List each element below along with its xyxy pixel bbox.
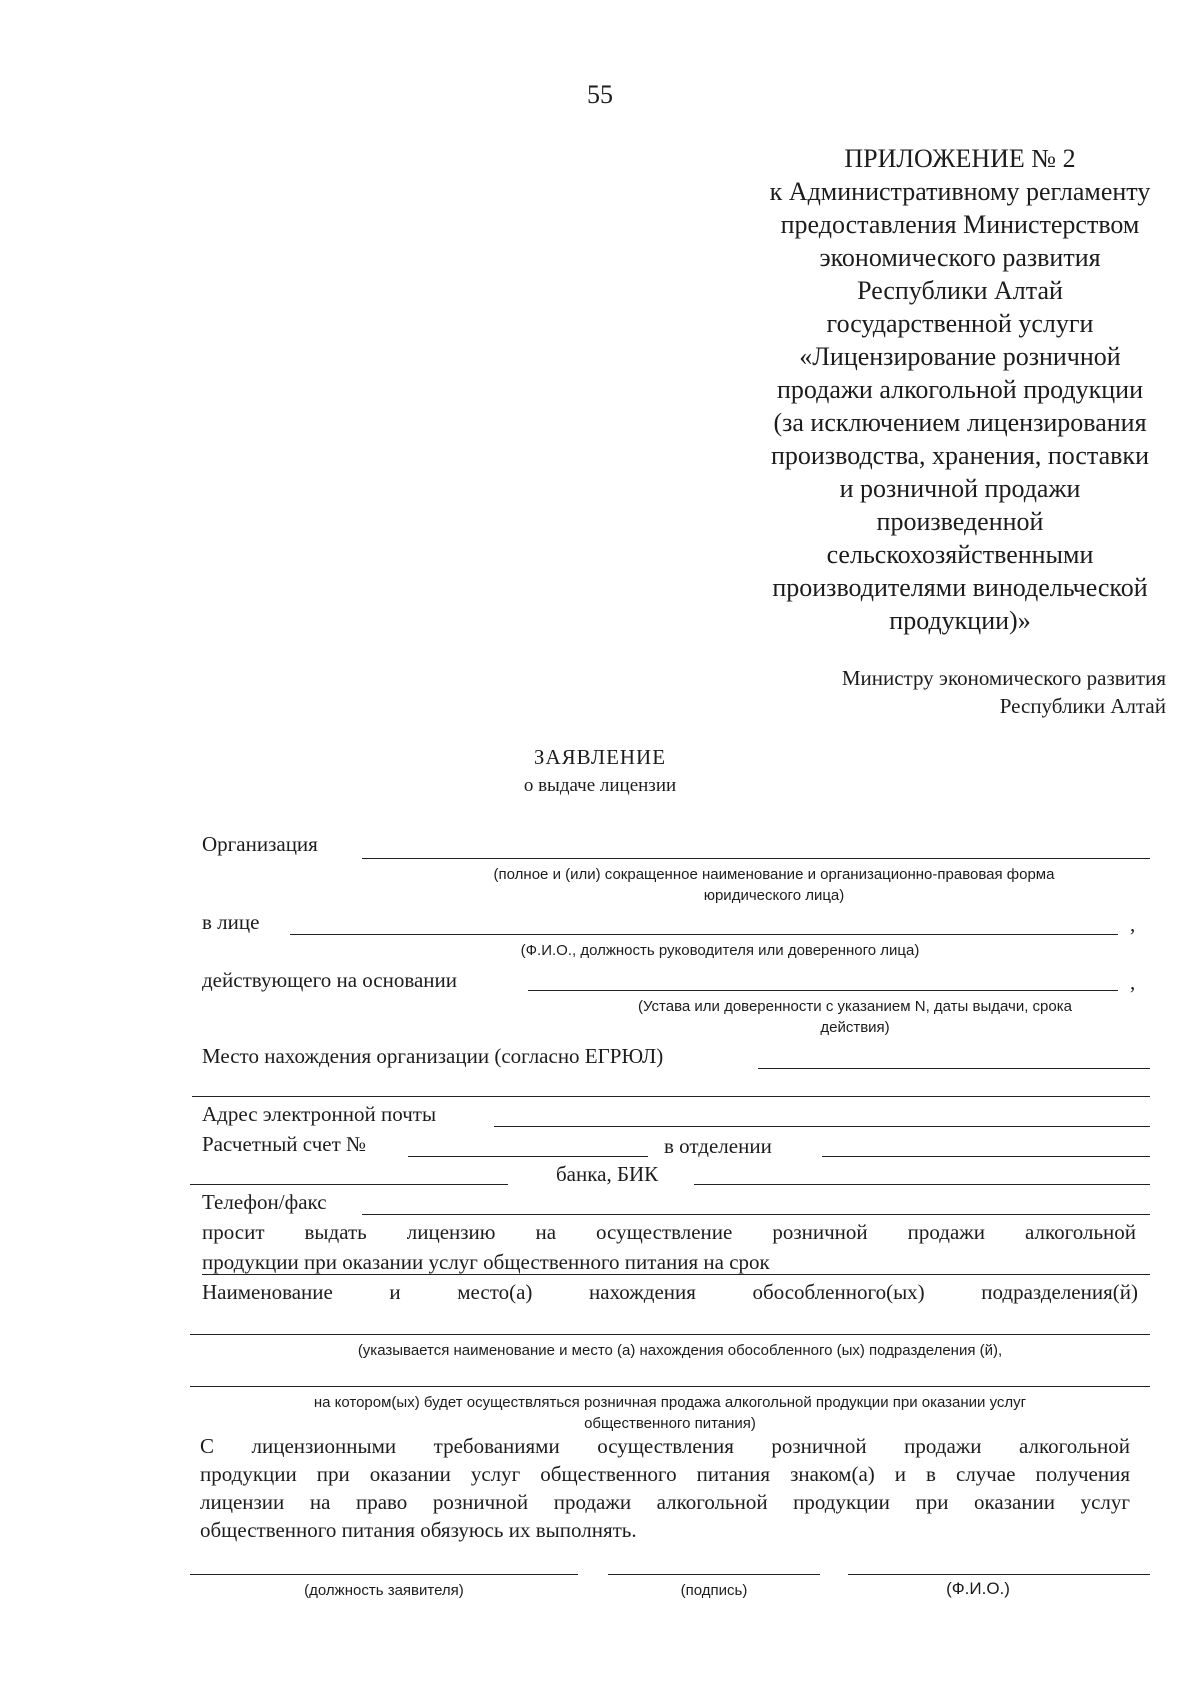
organization-label: Организация: [202, 832, 318, 856]
units-hint-2: [190, 1392, 1150, 1434]
bik-field[interactable]: [694, 1184, 1150, 1185]
basis-hint-line: действия): [820, 1019, 890, 1036]
phone-label: Телефон/факс: [202, 1190, 327, 1214]
appendix-line: производства, хранения, поставки: [771, 441, 1149, 470]
email-field[interactable]: [494, 1126, 1150, 1127]
person-hint-line: (Ф.И.О., должность руководителя или доверенного лица): [520, 942, 920, 959]
appendix-line: продукции)»: [889, 606, 1031, 635]
agreement-line: общественного питания обязуюсь их выполнять.: [200, 1518, 637, 1542]
basis-field[interactable]: [528, 990, 1118, 991]
appendix-header: [740, 142, 1180, 637]
organization-hint-line: юридического лица): [703, 887, 845, 904]
agreement-line: С лицензионными требованиями осуществления розничной продажи алкогольной: [200, 1434, 1130, 1458]
organization-field[interactable]: [362, 858, 1150, 859]
appendix-line: произведенной: [876, 507, 1044, 536]
location-field[interactable]: [758, 1068, 1150, 1069]
appendix-line: государственной услуги: [826, 309, 1094, 338]
addressee: [842, 664, 1166, 720]
appendix-line: экономического развития: [819, 243, 1101, 272]
appendix-line: продажи алкогольной продукции: [777, 375, 1143, 404]
term-field[interactable]: [202, 1274, 1150, 1275]
name-hint: [888, 1578, 1068, 1599]
document-subtitle: о выдаче лицензии: [523, 775, 677, 796]
appendix-line: «Лицензирование розничной: [799, 342, 1121, 371]
comma: ,: [1130, 912, 1136, 936]
units-hint-line: общественного питания): [584, 1415, 756, 1432]
document-title: ЗАЯВЛЕНИЕ: [533, 745, 667, 769]
addressee-line: Республики Алтай: [999, 694, 1166, 718]
appendix-line: (за исключением лицензирования: [773, 408, 1147, 437]
agreement-line: лицензии на право розничной продажи алкогольной продукции при оказании услуг: [200, 1490, 1130, 1514]
name-hint-text: (Ф.И.О.): [946, 1579, 1010, 1598]
name-field[interactable]: [848, 1574, 1150, 1575]
phone-field[interactable]: [362, 1214, 1150, 1215]
organization-hint: [380, 864, 1168, 906]
person-hint: [400, 940, 1040, 961]
basis-label: действующего на основании: [202, 968, 458, 992]
location-field-line-2[interactable]: [192, 1096, 1150, 1097]
account-field[interactable]: [408, 1156, 648, 1157]
comma: ,: [1130, 970, 1136, 994]
appendix-line: Республики Алтай: [857, 276, 1063, 305]
branch-field[interactable]: [822, 1156, 1150, 1157]
account-label: Расчетный счет №: [202, 1132, 367, 1156]
appendix-line: и розничной продажи: [839, 474, 1081, 503]
units-label: Наименование и место(а) нахождения обособленного(ых) подразделения(й): [202, 1280, 1138, 1304]
page-number: 55: [587, 80, 613, 109]
agreement-paragraph: [200, 1432, 1130, 1544]
appendix-line: ПРИЛОЖЕНИЕ № 2: [844, 144, 1076, 173]
branch-label: в отделении: [664, 1134, 772, 1158]
request-line-2: продукции при оказании услуг общественного питания на срок: [202, 1250, 770, 1274]
position-field[interactable]: [190, 1574, 578, 1575]
basis-hint-line: (Устава или доверенности с указанием N, даты выдачи, срока: [638, 998, 1072, 1015]
units-hint: [240, 1340, 1120, 1361]
location-label: Место нахождения организации (согласно ЕГРЮЛ): [202, 1044, 664, 1068]
units-field[interactable]: [190, 1334, 1150, 1335]
signature-hint: [608, 1580, 820, 1601]
appendix-line: сельскохозяйственными: [826, 540, 1094, 569]
bank-label: банка, БИК: [556, 1162, 659, 1186]
units-field-line-2[interactable]: [190, 1386, 1150, 1387]
appendix-line: производителями винодельческой: [772, 573, 1148, 602]
position-hint-text: (должность заявителя): [304, 1582, 464, 1599]
signature-field[interactable]: [608, 1574, 820, 1575]
bank-name-field[interactable]: [190, 1184, 508, 1185]
appendix-line: к Административному регламенту: [769, 177, 1151, 206]
person-field[interactable]: [290, 934, 1118, 935]
addressee-line: Министру экономического развития: [841, 666, 1166, 690]
signature-hint-text: (подпись): [680, 1582, 748, 1599]
organization-hint-line: (полное и (или) сокращенное наименование и организационно-правовая форма: [493, 866, 1055, 883]
person-label: в лице: [202, 910, 260, 934]
position-hint: [190, 1580, 578, 1601]
request-line: просит выдать лицензию на осуществление розничной продажи алкогольной: [202, 1220, 1136, 1244]
units-hint-line: на котором(ых) будет осуществляться розничная продажа алкогольной продукции при оказании услуг: [313, 1394, 1027, 1411]
basis-hint: [560, 996, 1150, 1038]
units-hint-line: (указывается наименование и место (а) нахождения обособленного (ых) подразделения (й),: [357, 1342, 1003, 1359]
appendix-line: предоставления Министерством: [780, 210, 1140, 239]
agreement-line: продукции при оказании услуг общественного питания знаком(а) и в случае получения: [200, 1462, 1130, 1486]
email-label: Адрес электронной почты: [202, 1102, 437, 1126]
